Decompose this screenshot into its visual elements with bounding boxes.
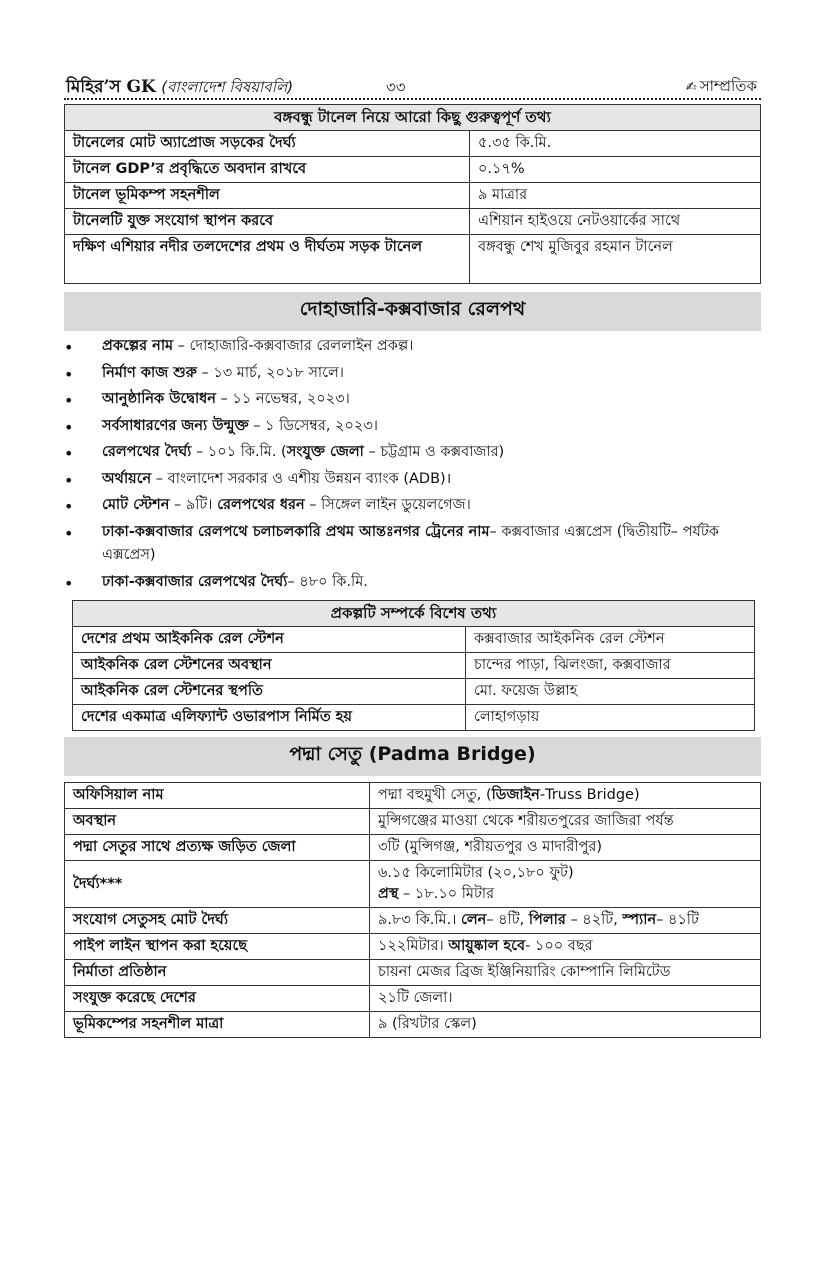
list-item <box>64 571 761 595</box>
value-bold: স্প্যান <box>622 912 657 928</box>
project-info-table <box>72 600 755 731</box>
list-item <box>64 521 761 568</box>
item-text: – কক্সবাজার এক্সপ্রেস (দ্বিতীয়টি– পর্যটক এক্সপ্রেস) <box>102 523 719 563</box>
row-value: চান্দের পাড়া, ঝিলংজা, কক্সবাজার <box>466 653 755 679</box>
table-row <box>65 861 761 908</box>
row-value: মুন্সিগঞ্জের মাওয়া থেকে শরীয়তপুরের জাজিরা পর্যন্ত <box>370 809 761 835</box>
value-text: -Truss Bridge) <box>539 787 640 803</box>
row-value: ২১টি জেলা। <box>370 986 761 1012</box>
row-key: পাইপ লাইন স্থাপন করা হয়েছে <box>65 934 370 960</box>
item-label: সর্বসাধারণের জন্য উন্মুক্ত <box>102 417 249 434</box>
row-key: দেশের প্রথম আইকনিক রেল স্টেশন <box>73 627 466 653</box>
railway-bullet-list <box>64 335 761 594</box>
table-row <box>65 209 761 235</box>
value-text: – ৪১টি <box>656 912 699 928</box>
row-value: এশিয়ান হাইওয়ে নেটওয়ার্কের সাথে <box>470 209 761 235</box>
page-header <box>64 72 761 98</box>
row-key: আইকনিক রেল স্টেশনের স্থপতি <box>73 679 466 705</box>
item-label: রেলপথের দৈর্ঘ্য <box>102 444 192 460</box>
table-row <box>73 679 755 705</box>
table-row <box>73 627 755 653</box>
row-key: টানেলের মোট অ্যাপ্রোজ সড়কের দৈর্ঘ্য <box>65 131 470 157</box>
value-bold: লেন <box>460 912 487 928</box>
item-label: আনুষ্ঠানিক উদ্বোধন <box>102 391 216 407</box>
row-value <box>370 783 761 809</box>
table-row <box>65 960 761 986</box>
table-row <box>65 131 761 157</box>
row-value: লোহাগড়ায় <box>466 705 755 731</box>
row-value: ৯ (রিখটার স্কেল) <box>370 1012 761 1038</box>
list-item <box>64 494 761 518</box>
table-row <box>73 705 755 731</box>
item-label: সংযুক্ত জেলা <box>286 444 364 460</box>
row-value <box>370 934 761 960</box>
list-item <box>64 335 761 359</box>
section-label <box>686 75 757 100</box>
row-key: পদ্মা সেতুর সাথে প্রত্যক্ষ জড়িত জেলা <box>65 835 370 861</box>
item-label: অর্থায়নে <box>102 470 152 487</box>
row-key: টানেল GDP’র প্রবৃদ্ধিতে অবদান রাখবে <box>65 157 470 183</box>
table-row <box>65 235 761 284</box>
value-text: ৯.৮৩ কি.মি.। <box>378 912 461 928</box>
row-value: ৫.৩৫ কি.মি. <box>470 131 761 157</box>
list-item <box>64 388 761 412</box>
brand-name: মিহির’স GK <box>66 77 156 97</box>
tunnel-info-table <box>64 104 761 284</box>
list-item <box>64 415 761 439</box>
section-title-railway: দোহাজারি-কক্সবাজার রেলপথ <box>64 292 761 331</box>
value-text: পদ্মা বহুমুখী সেতু, ( <box>378 787 492 803</box>
item-text: – ১৩ মার্চ, ২০১৮ সালে। <box>196 364 344 381</box>
book-subtitle: (বাংলাদেশ বিষয়াবলি) <box>161 78 294 96</box>
value-bold: প্রস্থ <box>378 886 399 902</box>
row-value: বঙ্গবন্ধু শেখ মুজিবুর রহমান টানেল <box>470 235 761 284</box>
row-value: ৯ মাত্রার <box>470 183 761 209</box>
value-bold: আয়ুষ্কাল হবে <box>448 938 526 954</box>
table-title: বঙ্গবন্ধু টানেল নিয়ে আরো কিছু গুরুত্বপূর্ণ তথ্য <box>65 105 761 131</box>
row-value <box>370 908 761 934</box>
table-row <box>65 783 761 809</box>
row-value: ৩টি (মুন্সিগঞ্জ, শরীয়তপুর ও মাদারীপুর) <box>370 835 761 861</box>
value-text: – ১৮.১০ মিটার <box>398 886 495 902</box>
section-title-padma: পদ্মা সেতু (Padma Bridge) <box>64 737 761 776</box>
header-title <box>66 74 293 102</box>
item-text: – সিঙ্গেল লাইন ডুয়েলগেজ। <box>304 497 471 513</box>
table-title: প্রকল্পটি সম্পর্কে বিশেষ তথ্য <box>73 601 755 627</box>
item-text: – দোহাজারি-কক্সবাজার রেললাইন প্রকল্প। <box>173 338 414 354</box>
pen-writing-icon: ✍ <box>685 80 697 95</box>
row-key: দেশের একমাত্র এলিফ্যান্ট ওভারপাস নির্মিত হয় <box>73 705 466 731</box>
page-number: ৩৩ <box>386 78 406 96</box>
list-item <box>64 468 761 492</box>
row-key: নির্মাতা প্রতিষ্ঠান <box>65 960 370 986</box>
row-key: দক্ষিণ এশিয়ার নদীর তলদেশের প্রথম ও দীর্ঘতম সড়ক টানেল <box>65 235 470 284</box>
row-key: অবস্থান <box>65 809 370 835</box>
row-value <box>370 861 761 908</box>
item-label: নির্মাণ কাজ শুরু <box>102 364 197 381</box>
row-key: আইকনিক রেল স্টেশনের অবস্থান <box>73 653 466 679</box>
item-text: – ৪৮০ কি.মি. <box>287 573 368 590</box>
item-label: রেলপথের ধরন <box>217 497 305 513</box>
table-row <box>73 653 755 679</box>
table-row <box>65 183 761 209</box>
row-value: ০.১৭% <box>470 157 761 183</box>
padma-bridge-table <box>64 782 761 1038</box>
row-value: কক্সবাজার আইকনিক রেল স্টেশন <box>466 627 755 653</box>
table-row <box>65 1012 761 1038</box>
row-value: মো. ফয়েজ উল্লাহ <box>466 679 755 705</box>
row-key: টানেল ভূমিকম্প সহনশীল <box>65 183 470 209</box>
item-text: – চট্টগ্রাম ও কক্সবাজার) <box>363 444 505 460</box>
value-bold: ডিজাইন <box>491 787 540 803</box>
table-row <box>65 986 761 1012</box>
item-text: – ১ ডিসেম্বর, ২০২৩। <box>248 417 378 434</box>
table-row <box>65 157 761 183</box>
value-text: – ৪টি, <box>486 912 529 928</box>
item-text: – ৯টি। <box>169 497 218 513</box>
value-text: – ৪২টি, <box>565 912 623 928</box>
item-text: – ১১ নভেম্বর, ২০২৩। <box>215 391 350 407</box>
value-text: ৬.১৫ কিলোমিটার (২০,১৮০ ফুট) <box>378 865 574 881</box>
value-text: ১২২মিটার। <box>378 938 449 954</box>
item-label: ঢাকা-কক্সবাজার রেলপথের দৈর্ঘ্য <box>102 573 288 590</box>
table-row <box>65 934 761 960</box>
list-item <box>64 362 761 386</box>
table-row <box>65 809 761 835</box>
item-text: – ১০১ কি.মি. ( <box>191 444 287 460</box>
row-key: ভূমিকম্পের সহনশীল মাত্রা <box>65 1012 370 1038</box>
row-key: দৈর্ঘ্য*** <box>65 861 370 908</box>
item-text: – বাংলাদেশ সরকার ও এশীয় উন্নয়ন ব্যাংক (ADB)। <box>151 470 452 487</box>
value-text: - ১০০ বছর <box>525 938 593 954</box>
item-label: প্রকল্পের নাম <box>102 338 174 354</box>
row-key: সংযোগ সেতুসহ মোট দৈর্ঘ্য <box>65 908 370 934</box>
table-row <box>65 835 761 861</box>
item-label: ঢাকা-কক্সবাজার রেলপথে চলাচলকারি প্রথম আন্তঃনগর ট্রেনের নাম <box>102 523 490 540</box>
row-key: টানেলটি যুক্ত সংযোগ স্থাপন করবে <box>65 209 470 235</box>
row-key: অফিসিয়াল নাম <box>65 783 370 809</box>
row-value: চায়না মেজর ব্রিজ ইঞ্জিনিয়ারিং কোম্পানি লিমিটেড <box>370 960 761 986</box>
row-key: সংযুক্ত করেছে দেশের <box>65 986 370 1012</box>
page <box>64 72 761 1038</box>
section-label-text: সাম্প্রতিক <box>699 77 757 95</box>
table-row <box>65 908 761 934</box>
item-label: মোট স্টেশন <box>102 497 170 513</box>
list-item <box>64 441 761 465</box>
value-bold: পিলার <box>528 912 566 928</box>
